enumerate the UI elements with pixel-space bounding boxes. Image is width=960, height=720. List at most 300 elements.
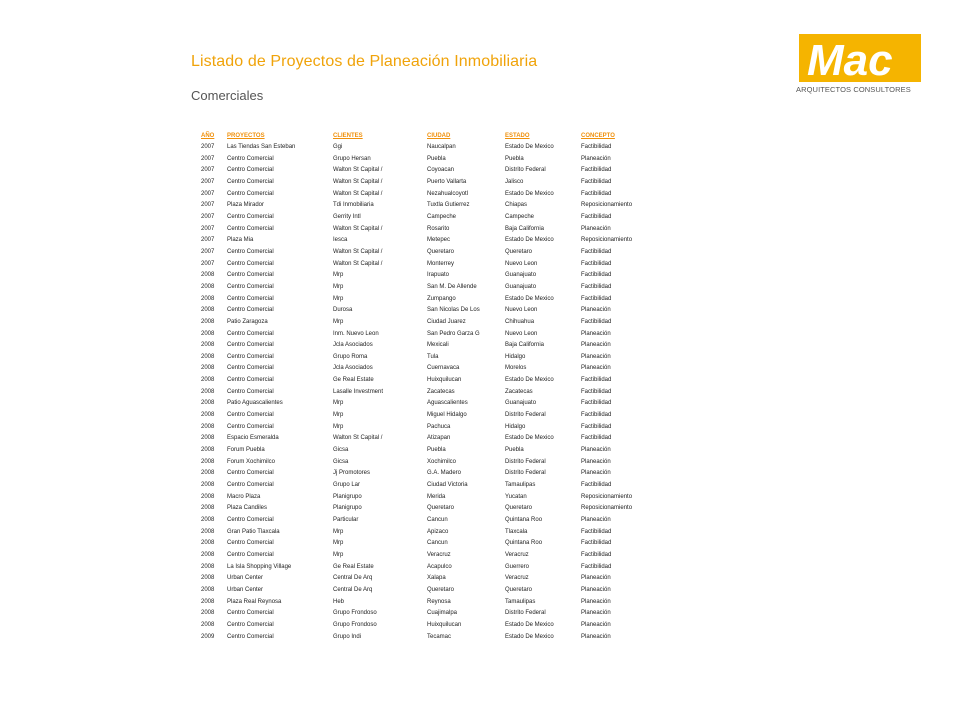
header-estado: ESTADO bbox=[505, 133, 530, 139]
projects-table bbox=[199, 131, 647, 643]
cell-estado: Tlaxcala bbox=[505, 528, 528, 535]
table-row bbox=[199, 177, 647, 189]
cell-anio: 2007 bbox=[201, 225, 215, 232]
cell-estado: Estado De Mexico bbox=[505, 237, 554, 244]
cell-estado: Guanajuato bbox=[505, 283, 537, 290]
cell-concepto: Planeación bbox=[581, 330, 611, 337]
cell-cliente: Ge Real Estate bbox=[333, 563, 374, 570]
cell-anio: 2008 bbox=[201, 365, 215, 372]
cell-ciudad: Mexicali bbox=[427, 342, 449, 349]
table-row bbox=[199, 457, 647, 469]
cell-anio: 2008 bbox=[201, 412, 215, 419]
cell-estado: Chihuahua bbox=[505, 318, 535, 325]
table-row bbox=[199, 282, 647, 294]
table-row bbox=[199, 154, 647, 166]
cell-anio: 2007 bbox=[201, 167, 215, 174]
cell-ciudad: Reynosa bbox=[427, 598, 451, 605]
cell-estado: Quintana Roo bbox=[505, 540, 543, 547]
cell-ciudad: Xochimilco bbox=[427, 458, 457, 465]
cell-estado: Tamaulipas bbox=[505, 482, 536, 489]
cell-cliente: Mrp bbox=[333, 423, 344, 430]
header-concepto: CONCEPTO bbox=[581, 133, 615, 139]
cell-cliente: Walton St Capital / bbox=[333, 435, 383, 442]
cell-cliente: Mrp bbox=[333, 551, 344, 558]
cell-cliente: Mrp bbox=[333, 412, 344, 419]
cell-cliente: Walton St Capital / bbox=[333, 178, 383, 185]
cell-anio: 2008 bbox=[201, 458, 215, 465]
cell-proyecto: Patio Aguascalientes bbox=[227, 400, 283, 407]
cell-cliente: Gicsa bbox=[333, 447, 349, 454]
cell-estado: Estado De Mexico bbox=[505, 190, 554, 197]
table-row bbox=[199, 387, 647, 399]
cell-ciudad: Huixquilucan bbox=[427, 377, 462, 384]
cell-anio: 2007 bbox=[201, 190, 215, 197]
cell-anio: 2008 bbox=[201, 493, 215, 500]
cell-cliente: Grupo Roma bbox=[333, 353, 368, 360]
cell-cliente: Walton St Capital / bbox=[333, 190, 383, 197]
cell-anio: 2008 bbox=[201, 447, 215, 454]
table-row bbox=[199, 503, 647, 515]
table-row bbox=[199, 527, 647, 539]
cell-estado: Puebla bbox=[505, 447, 524, 454]
table-row bbox=[199, 259, 647, 271]
cell-estado: Estado De Mexico bbox=[505, 144, 554, 150]
cell-estado: Morelos bbox=[505, 365, 527, 372]
cell-concepto: Planeación bbox=[581, 610, 611, 617]
cell-anio: 2007 bbox=[201, 213, 215, 220]
table-row bbox=[199, 212, 647, 224]
cell-cliente: Tdi Inmobiliaria bbox=[333, 202, 374, 209]
header-proyectos: PROYECTOS bbox=[227, 133, 265, 139]
cell-ciudad: Puebla bbox=[427, 447, 446, 454]
cell-concepto: Planeación bbox=[581, 586, 611, 593]
cell-anio: 2008 bbox=[201, 528, 215, 535]
cell-estado: Jalisco bbox=[505, 178, 524, 185]
cell-proyecto: Forum Xochimilco bbox=[227, 458, 276, 465]
cell-anio: 2007 bbox=[201, 248, 215, 255]
cell-proyecto: Centro Comercial bbox=[227, 167, 274, 174]
cell-proyecto: Centro Comercial bbox=[227, 388, 274, 395]
cell-proyecto: Plaza Mirador bbox=[227, 202, 265, 209]
cell-proyecto: Las Tiendas San Esteban bbox=[227, 144, 296, 150]
table-row bbox=[199, 410, 647, 422]
cell-proyecto: Urban Center bbox=[227, 575, 264, 582]
cell-proyecto: Centro Comercial bbox=[227, 353, 274, 360]
cell-concepto: Factibilidad bbox=[581, 295, 612, 302]
cell-concepto: Planeación bbox=[581, 621, 611, 628]
table-row bbox=[199, 305, 647, 317]
cell-cliente: Central De Arq bbox=[333, 575, 373, 582]
cell-proyecto: Centro Comercial bbox=[227, 621, 274, 628]
cell-estado: Estado De Mexico bbox=[505, 435, 554, 442]
cell-cliente: Ge Real Estate bbox=[333, 377, 374, 384]
cell-concepto: Planeación bbox=[581, 633, 611, 640]
cell-concepto: Factibilidad bbox=[581, 528, 612, 535]
cell-ciudad: Metepec bbox=[427, 237, 451, 244]
cell-proyecto: Centro Comercial bbox=[227, 342, 274, 349]
cell-estado: Nuevo Leon bbox=[505, 307, 538, 314]
cell-estado: Tamaulipas bbox=[505, 598, 536, 605]
table-row bbox=[199, 352, 647, 364]
cell-proyecto: Centro Comercial bbox=[227, 540, 274, 547]
cell-concepto: Planeación bbox=[581, 517, 611, 523]
cell-ciudad: Veracruz bbox=[427, 551, 451, 558]
cell-proyecto: Centro Comercial bbox=[227, 482, 274, 489]
cell-ciudad: Campeche bbox=[427, 213, 457, 220]
cell-estado: Queretaro bbox=[505, 586, 533, 593]
cell-anio: 2008 bbox=[201, 400, 215, 407]
cell-anio: 2007 bbox=[201, 144, 215, 150]
table-row bbox=[199, 189, 647, 201]
table-row bbox=[199, 562, 647, 574]
cell-ciudad: Atizapan bbox=[427, 435, 451, 442]
cell-estado: Guanajuato bbox=[505, 400, 537, 407]
cell-concepto: Reposicionamiento bbox=[581, 493, 633, 500]
cell-anio: 2008 bbox=[201, 353, 215, 360]
cell-anio: 2007 bbox=[201, 237, 215, 244]
cell-estado: Baja California bbox=[505, 342, 545, 349]
cell-estado: Quintana Roo bbox=[505, 517, 543, 523]
cell-ciudad: Nezahualcoyotl bbox=[427, 190, 469, 197]
cell-ciudad: Naucalpan bbox=[427, 144, 456, 150]
table-row bbox=[199, 363, 647, 375]
cell-concepto: Factibilidad bbox=[581, 400, 612, 407]
cell-concepto: Factibilidad bbox=[581, 213, 612, 220]
cell-ciudad: Queretaro bbox=[427, 248, 455, 255]
cell-estado: Estado De Mexico bbox=[505, 621, 554, 628]
cell-estado: Hidalgo bbox=[505, 353, 526, 360]
table-row bbox=[199, 270, 647, 282]
table-row bbox=[199, 468, 647, 480]
cell-ciudad: San M. De Allende bbox=[427, 283, 477, 290]
cell-ciudad: Merida bbox=[427, 493, 446, 500]
cell-proyecto: Centro Comercial bbox=[227, 295, 274, 302]
cell-concepto: Factibilidad bbox=[581, 167, 612, 174]
cell-ciudad: Ciudad Victoria bbox=[427, 482, 468, 489]
cell-estado: Campeche bbox=[505, 213, 535, 220]
cell-concepto: Planeación bbox=[581, 458, 611, 465]
cell-ciudad: Pachuca bbox=[427, 423, 451, 430]
table-row bbox=[199, 398, 647, 410]
cell-ciudad: Tecamac bbox=[427, 633, 452, 640]
table-row bbox=[199, 585, 647, 597]
cell-ciudad: Rosarito bbox=[427, 225, 450, 232]
cell-concepto: Factibilidad bbox=[581, 388, 612, 395]
cell-proyecto: Plaza Mia bbox=[227, 237, 254, 244]
cell-proyecto: Patio Zaragoza bbox=[227, 318, 268, 325]
cell-proyecto: Plaza Candiles bbox=[227, 505, 268, 512]
page-title: Listado de Proyectos de Planeación Inmobiliaria bbox=[191, 53, 538, 70]
cell-ciudad: Xalapa bbox=[427, 575, 446, 582]
cell-proyecto: La Isla Shopping Village bbox=[227, 563, 292, 570]
cell-anio: 2007 bbox=[201, 178, 215, 185]
cell-proyecto: Centro Comercial bbox=[227, 412, 274, 419]
header-ciudad: CIUDAD bbox=[427, 133, 451, 139]
cell-concepto: Planeación bbox=[581, 225, 611, 232]
cell-concepto: Planeación bbox=[581, 307, 611, 314]
cell-cliente: Jj Promotores bbox=[333, 470, 371, 477]
cell-concepto: Factibilidad bbox=[581, 144, 612, 150]
cell-anio: 2008 bbox=[201, 551, 215, 558]
cell-cliente: Mrp bbox=[333, 283, 344, 290]
cell-anio: 2008 bbox=[201, 342, 215, 349]
cell-cliente: Iesca bbox=[333, 237, 348, 244]
cell-cliente: Mrp bbox=[333, 272, 344, 279]
cell-anio: 2008 bbox=[201, 283, 215, 290]
cell-proyecto: Espacio Esmeralda bbox=[227, 435, 279, 442]
table-row bbox=[199, 340, 647, 352]
cell-concepto: Reposicionamiento bbox=[581, 237, 633, 244]
table-row bbox=[199, 597, 647, 609]
logo-badge bbox=[799, 34, 921, 82]
cell-proyecto: Gran Patio Tlaxcala bbox=[227, 528, 280, 535]
cell-concepto: Reposicionamiento bbox=[581, 505, 633, 512]
cell-concepto: Planeación bbox=[581, 598, 611, 605]
cell-cliente: Grupo Lar bbox=[333, 482, 361, 489]
cell-proyecto: Centro Comercial bbox=[227, 610, 274, 617]
cell-anio: 2008 bbox=[201, 307, 215, 314]
cell-anio: 2008 bbox=[201, 586, 215, 593]
cell-ciudad: Irapuato bbox=[427, 272, 450, 279]
cell-ciudad: Zacatecas bbox=[427, 388, 455, 395]
cell-estado: Hidalgo bbox=[505, 423, 526, 430]
cell-cliente: Particular bbox=[333, 517, 359, 523]
cell-proyecto: Plaza Real Reynosa bbox=[227, 598, 282, 605]
cell-cliente: Planigrupo bbox=[333, 493, 362, 500]
company-logo bbox=[796, 34, 924, 96]
cell-ciudad: Monterrey bbox=[427, 260, 455, 267]
cell-ciudad: Queretaro bbox=[427, 505, 455, 512]
table-row bbox=[199, 375, 647, 387]
cell-proyecto: Centro Comercial bbox=[227, 365, 274, 372]
cell-proyecto: Centro Comercial bbox=[227, 377, 274, 384]
cell-estado: Yucatan bbox=[505, 493, 527, 500]
cell-ciudad: Tuxtla Gutierrez bbox=[427, 202, 470, 209]
table-row bbox=[199, 632, 647, 644]
cell-concepto: Planeación bbox=[581, 575, 611, 582]
cell-estado: Queretaro bbox=[505, 248, 533, 255]
cell-concepto: Factibilidad bbox=[581, 482, 612, 489]
cell-proyecto: Centro Comercial bbox=[227, 551, 274, 558]
cell-proyecto: Centro Comercial bbox=[227, 283, 274, 290]
cell-anio: 2009 bbox=[201, 633, 215, 640]
table-row bbox=[199, 142, 647, 154]
cell-cliente: Walton St Capital / bbox=[333, 167, 383, 174]
cell-cliente: Jcla Asociados bbox=[333, 365, 373, 372]
table-row bbox=[199, 317, 647, 329]
cell-estado: Estado De Mexico bbox=[505, 377, 554, 384]
cell-cliente: Grupo Indi bbox=[333, 633, 362, 640]
cell-ciudad: Coyoacan bbox=[427, 167, 455, 174]
cell-cliente: Walton St Capital / bbox=[333, 225, 383, 232]
cell-ciudad: Ciudad Juarez bbox=[427, 318, 466, 325]
cell-anio: 2007 bbox=[201, 202, 215, 209]
cell-ciudad: Cuajimalpa bbox=[427, 610, 458, 617]
logo-wordmark bbox=[799, 34, 921, 82]
cell-cliente: Mrp bbox=[333, 540, 344, 547]
cell-proyecto: Centro Comercial bbox=[227, 272, 274, 279]
cell-anio: 2008 bbox=[201, 517, 215, 523]
cell-estado: Estado De Mexico bbox=[505, 633, 554, 640]
logo-tagline: ARQUITECTOS CONSULTORES bbox=[796, 85, 911, 94]
cell-ciudad: San Pedro Garza G bbox=[427, 330, 480, 337]
table-row bbox=[199, 235, 647, 247]
table-row bbox=[199, 608, 647, 620]
cell-anio: 2008 bbox=[201, 621, 215, 628]
cell-ciudad: San Nicolas De Los bbox=[427, 307, 480, 314]
cell-cliente: Planigrupo bbox=[333, 505, 362, 512]
cell-anio: 2008 bbox=[201, 435, 215, 442]
cell-cliente: Grupo Frondoso bbox=[333, 621, 377, 628]
cell-proyecto: Centro Comercial bbox=[227, 260, 274, 267]
table-row bbox=[199, 433, 647, 445]
cell-ciudad: Queretaro bbox=[427, 586, 455, 593]
table-row bbox=[199, 224, 647, 236]
cell-concepto: Factibilidad bbox=[581, 551, 612, 558]
cell-proyecto: Centro Comercial bbox=[227, 330, 274, 337]
cell-anio: 2008 bbox=[201, 470, 215, 477]
table-row bbox=[199, 165, 647, 177]
cell-cliente: Walton St Capital / bbox=[333, 248, 383, 255]
cell-anio: 2008 bbox=[201, 575, 215, 582]
cell-estado: Puebla bbox=[505, 155, 524, 162]
cell-estado: Distrito Federal bbox=[505, 412, 546, 419]
cell-proyecto: Centro Comercial bbox=[227, 213, 274, 220]
cell-anio: 2008 bbox=[201, 563, 215, 570]
cell-cliente: Grupo Frondoso bbox=[333, 610, 377, 617]
cell-concepto: Planeación bbox=[581, 470, 611, 477]
cell-concepto: Planeación bbox=[581, 365, 611, 372]
cell-estado: Guerrero bbox=[505, 563, 530, 570]
cell-cliente: Walton St Capital / bbox=[333, 260, 383, 267]
table-row bbox=[199, 573, 647, 585]
cell-ciudad: Puebla bbox=[427, 155, 446, 162]
cell-proyecto: Centro Comercial bbox=[227, 248, 274, 255]
cell-concepto: Factibilidad bbox=[581, 178, 612, 185]
cell-cliente: Lasalle Investment bbox=[333, 388, 384, 395]
cell-concepto: Factibilidad bbox=[581, 377, 612, 384]
cell-cliente: Jcla Asociados bbox=[333, 342, 373, 349]
cell-ciudad: Cancun bbox=[427, 540, 448, 547]
cell-estado: Chiapas bbox=[505, 202, 528, 209]
cell-proyecto: Centro Comercial bbox=[227, 190, 274, 197]
header-clientes: CLIENTES bbox=[333, 133, 363, 139]
cell-estado: Veracruz bbox=[505, 551, 529, 558]
table-row bbox=[199, 492, 647, 504]
cell-proyecto: Centro Comercial bbox=[227, 517, 274, 523]
cell-anio: 2008 bbox=[201, 295, 215, 302]
cell-anio: 2008 bbox=[201, 318, 215, 325]
cell-proyecto: Centro Comercial bbox=[227, 225, 274, 232]
cell-cliente: Durosa bbox=[333, 307, 353, 314]
cell-concepto: Factibilidad bbox=[581, 272, 612, 279]
table-header-row bbox=[199, 131, 647, 142]
cell-ciudad: Apizaco bbox=[427, 528, 449, 535]
cell-proyecto: Centro Comercial bbox=[227, 423, 274, 430]
cell-concepto: Factibilidad bbox=[581, 412, 612, 419]
cell-anio: 2008 bbox=[201, 598, 215, 605]
cell-estado: Baja California bbox=[505, 225, 545, 232]
cell-concepto: Factibilidad bbox=[581, 540, 612, 547]
cell-proyecto: Centro Comercial bbox=[227, 470, 274, 477]
cell-proyecto: Macro Plaza bbox=[227, 493, 261, 500]
cell-ciudad: Aguascalientes bbox=[427, 400, 468, 407]
cell-estado: Veracruz bbox=[505, 575, 529, 582]
cell-cliente: Mrp bbox=[333, 318, 344, 325]
table-row bbox=[199, 200, 647, 212]
cell-anio: 2008 bbox=[201, 272, 215, 279]
cell-cliente: Inm. Nuevo Leon bbox=[333, 330, 379, 337]
cell-estado: Queretaro bbox=[505, 505, 533, 512]
cell-concepto: Planeación bbox=[581, 155, 611, 162]
logo-text: Mac bbox=[807, 36, 893, 82]
header-anio: AÑO bbox=[201, 133, 215, 139]
cell-ciudad: Cuernavaca bbox=[427, 365, 460, 372]
cell-proyecto: Forum Puebla bbox=[227, 447, 265, 454]
table-row bbox=[199, 294, 647, 306]
cell-cliente: Mrp bbox=[333, 400, 344, 407]
cell-proyecto: Centro Comercial bbox=[227, 633, 274, 640]
cell-estado: Distrito Federal bbox=[505, 167, 546, 174]
cell-cliente: Mrp bbox=[333, 528, 344, 535]
cell-proyecto: Urban Center bbox=[227, 586, 264, 593]
cell-cliente: Gerrity Intl bbox=[333, 213, 361, 220]
cell-concepto: Factibilidad bbox=[581, 563, 612, 570]
cell-concepto: Planeación bbox=[581, 342, 611, 349]
cell-anio: 2008 bbox=[201, 377, 215, 384]
cell-concepto: Factibilidad bbox=[581, 248, 612, 255]
cell-anio: 2008 bbox=[201, 505, 215, 512]
table-row bbox=[199, 515, 647, 527]
cell-anio: 2008 bbox=[201, 482, 215, 489]
cell-ciudad: Puerto Vallarta bbox=[427, 178, 467, 185]
cell-anio: 2008 bbox=[201, 330, 215, 337]
cell-cliente: Heb bbox=[333, 598, 345, 605]
cell-concepto: Factibilidad bbox=[581, 260, 612, 267]
cell-proyecto: Centro Comercial bbox=[227, 307, 274, 314]
cell-estado: Guanajuato bbox=[505, 272, 537, 279]
cell-estado: Distrito Federal bbox=[505, 610, 546, 617]
table-row bbox=[199, 538, 647, 550]
cell-cliente: Mrp bbox=[333, 295, 344, 302]
cell-ciudad: Tula bbox=[427, 353, 439, 360]
cell-estado: Nuevo Leon bbox=[505, 330, 538, 337]
cell-estado: Distrito Federal bbox=[505, 458, 546, 465]
cell-anio: 2008 bbox=[201, 610, 215, 617]
cell-concepto: Factibilidad bbox=[581, 318, 612, 325]
cell-cliente: Gicsa bbox=[333, 458, 349, 465]
cell-anio: 2007 bbox=[201, 260, 215, 267]
cell-ciudad: Cancun bbox=[427, 517, 448, 523]
cell-anio: 2008 bbox=[201, 388, 215, 395]
cell-concepto: Factibilidad bbox=[581, 190, 612, 197]
cell-cliente: Grupo Hersan bbox=[333, 155, 371, 162]
cell-anio: 2008 bbox=[201, 540, 215, 547]
table-row bbox=[199, 480, 647, 492]
cell-estado: Distrito Federal bbox=[505, 470, 546, 477]
cell-proyecto: Centro Comercial bbox=[227, 155, 274, 162]
cell-estado: Nuevo Leon bbox=[505, 260, 538, 267]
cell-ciudad: Huixquilucan bbox=[427, 621, 462, 628]
cell-concepto: Planeación bbox=[581, 447, 611, 454]
cell-ciudad: G.A. Madero bbox=[427, 470, 462, 477]
cell-estado: Zacatecas bbox=[505, 388, 533, 395]
table-row bbox=[199, 445, 647, 457]
cell-concepto: Factibilidad bbox=[581, 435, 612, 442]
cell-ciudad: Miguel Hidalgo bbox=[427, 412, 467, 419]
table-row bbox=[199, 620, 647, 632]
table-row bbox=[199, 550, 647, 562]
